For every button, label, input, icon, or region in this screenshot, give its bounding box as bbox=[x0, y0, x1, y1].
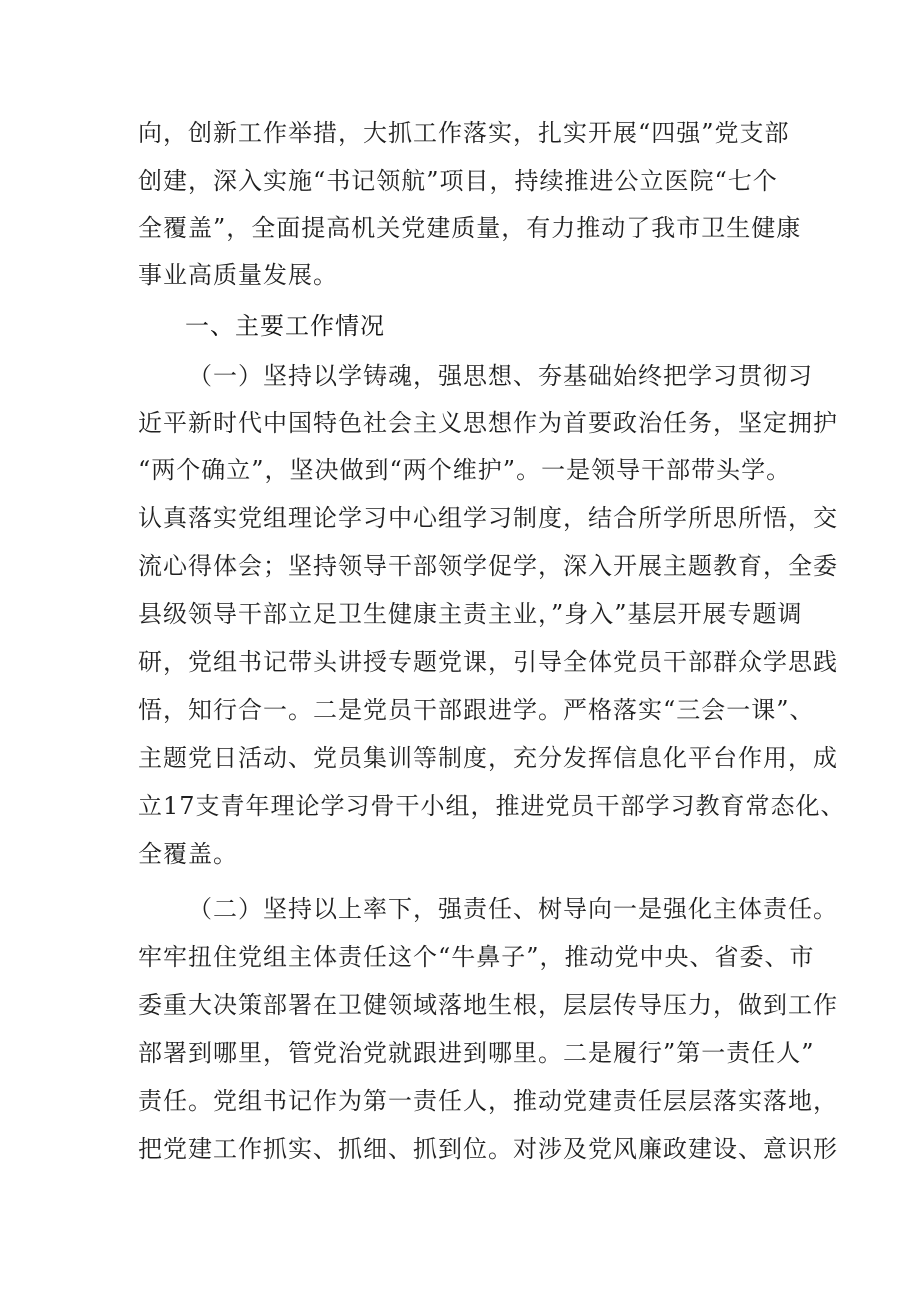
paragraph-1-line-5: 流心得体会；坚持领导干部领学促学，深入开展主题教育，全委 bbox=[138, 552, 838, 580]
paragraph-1-line-8: 悟，知行合一。二是党员干部跟进学。严格落实“三会一课”、 bbox=[138, 696, 815, 724]
section-heading: 一、主要工作情况 bbox=[185, 312, 385, 340]
paragraph-2-line-5: 责任。党组书记作为第一责任人，推动党建责任层层落实落地， bbox=[138, 1087, 838, 1115]
paragraph-1-line-3: “两个确立”，坚决做到“两个维护”。一是领导干部带头学。 bbox=[138, 456, 792, 484]
paragraph-2-line-2: 牢牢扭住党组主体责任这个“牛鼻子”，推动党中央、省委、市 bbox=[138, 943, 815, 971]
paragraph-1-line-9: 主题党日活动、党员集训等制度，充分发挥信息化平台作用，成 bbox=[138, 744, 838, 772]
paragraph-1-line-10: 立17支青年理论学习骨干小组，推进党员干部学习教育常态化、 bbox=[138, 792, 846, 820]
paragraph-1-line-1: （一）坚持以学铸魂，强思想、夯基础始终把学习贯彻习 bbox=[188, 362, 813, 390]
intro-line-2: 创建，深入实施“书记领航”项目，持续推进公立医院“七个 bbox=[138, 167, 778, 195]
paragraph-2-line-1: （二）坚持以上率下，强责任、树导向一是强化主体责任。 bbox=[188, 895, 838, 923]
intro-line-3: 全覆盖”，全面提高机关党建质量，有力推动了我市卫生健康 bbox=[138, 214, 802, 242]
paragraph-1-line-11: 全覆盖。 bbox=[138, 840, 238, 868]
paragraph-1-line-2: 近平新时代中国特色社会主义思想作为首要政治任务，坚定拥护 bbox=[138, 409, 838, 437]
paragraph-1-line-4: 认真落实党组理论学习中心组学习制度，结合所学所思所悟，交 bbox=[138, 504, 838, 532]
paragraph-2-line-4: 部署到哪里，管党治党就跟进到哪里。二是履行”第一责任人” bbox=[138, 1039, 815, 1067]
paragraph-2-line-3: 委重大决策部署在卫健领域落地生根，层层传导压力，做到工作 bbox=[138, 991, 838, 1019]
paragraph-1-line-7: 研，党组书记带头讲授专题党课，引导全体党员干部群众学思践 bbox=[138, 648, 838, 676]
intro-line-1: 向，创新工作举措，大抓工作落实，扎实开展“四强”党支部 bbox=[138, 119, 790, 147]
paragraph-2-line-6: 把党建工作抓实、抓细、抓到位。对涉及党风廉政建设、意识形 bbox=[138, 1135, 838, 1163]
paragraph-1-line-6: 县级领导干部立足卫生健康主责主业，”身入”基层开展专题调 bbox=[138, 600, 803, 628]
intro-line-4: 事业高质量发展。 bbox=[138, 261, 338, 289]
